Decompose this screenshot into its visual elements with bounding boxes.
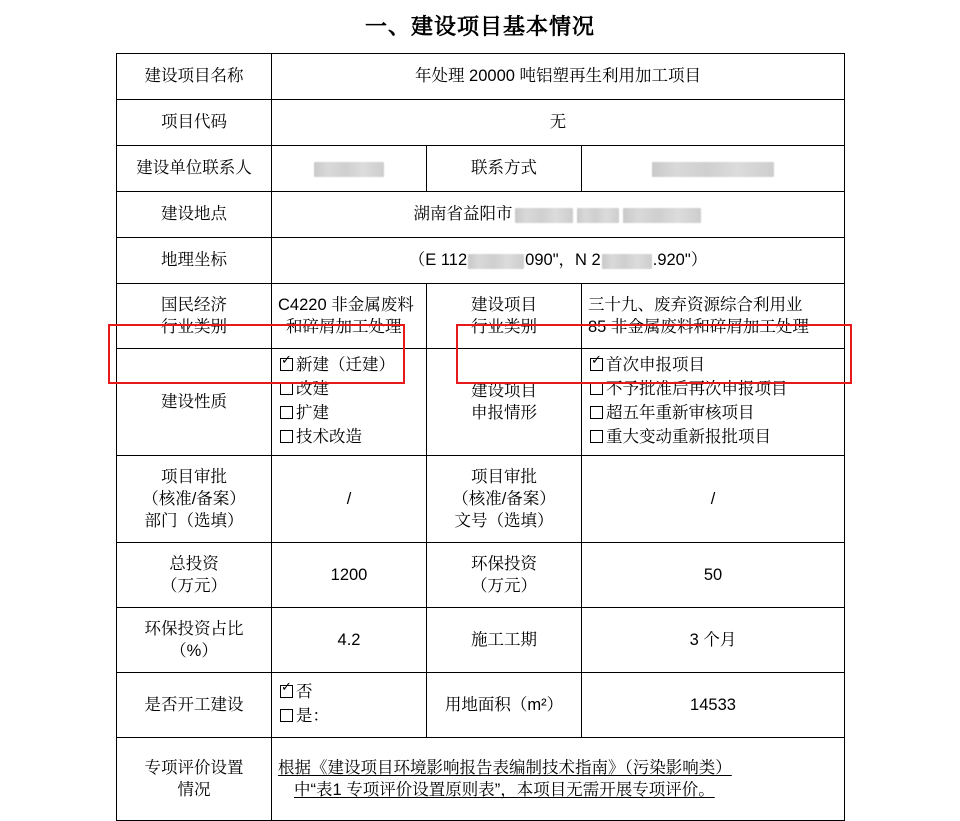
label-approval-dept-line2: （核准/备案） bbox=[142, 489, 246, 508]
basic-info-table-wrapper bbox=[116, 53, 844, 821]
declaration-option-fiveyear[interactable] bbox=[590, 402, 838, 426]
label-env-ratio-line1: 环保投资占比 bbox=[144, 619, 244, 638]
value-national-industry-line1: C4220 非金属废料 bbox=[278, 295, 414, 314]
table-row-industry bbox=[117, 284, 845, 349]
table-row-project-name bbox=[117, 54, 845, 100]
label-national-industry bbox=[117, 284, 272, 349]
label-project-code: 项目代码 bbox=[117, 100, 272, 146]
value-project-industry-line1: 三十九、废弃资源综合利用业 bbox=[588, 295, 803, 314]
label-env-investment-line1: 环保投资 bbox=[471, 554, 537, 573]
redacted-latitude bbox=[602, 254, 652, 269]
label-project-industry-line2: 行业类别 bbox=[471, 318, 537, 336]
label-env-investment-line2: （万元） bbox=[471, 577, 537, 595]
label-coordinates: 地理坐标 bbox=[117, 238, 272, 284]
label-construction-period: 施工工期 bbox=[427, 608, 582, 673]
label-national-industry-line2: 行业类别 bbox=[161, 318, 227, 336]
label-total-investment bbox=[117, 543, 272, 608]
page-title: 一、建设项目基本情况 bbox=[364, 14, 595, 39]
label-started: 是否开工建设 bbox=[117, 673, 272, 738]
checkbox-icon[interactable] bbox=[280, 430, 293, 443]
label-national-industry-line1: 国民经济 bbox=[161, 295, 227, 314]
value-approval-dept: / bbox=[272, 456, 427, 543]
declaration-option-fiveyear-label: 超五年重新审核项目 bbox=[606, 404, 755, 422]
value-approval-doc: / bbox=[582, 456, 845, 543]
label-approval-dept bbox=[117, 456, 272, 543]
label-project-industry bbox=[427, 284, 582, 349]
label-special-evaluation-line2: 情况 bbox=[177, 781, 211, 799]
location-prefix: 湖南省益阳市 bbox=[413, 205, 513, 224]
checkbox-icon[interactable] bbox=[280, 709, 293, 722]
label-approval-doc bbox=[427, 456, 582, 543]
value-special-evaluation bbox=[272, 738, 845, 821]
value-declaration-type bbox=[582, 349, 845, 456]
value-land-area: 14533 bbox=[582, 673, 845, 738]
redacted-contact-method bbox=[652, 162, 774, 177]
label-land-area: 用地面积（m²） bbox=[427, 673, 582, 738]
label-project-name: 建设项目名称 bbox=[117, 54, 272, 100]
label-approval-doc-line1: 项目审批 bbox=[471, 467, 537, 486]
nature-option-expand-label: 扩建 bbox=[296, 404, 329, 422]
nature-option-expand[interactable] bbox=[280, 402, 420, 426]
table-row-special-evaluation bbox=[117, 738, 845, 821]
declaration-option-first[interactable] bbox=[590, 354, 838, 378]
table-row-contact bbox=[117, 146, 845, 192]
value-project-industry bbox=[582, 284, 845, 349]
nature-option-new[interactable] bbox=[280, 354, 420, 378]
table-row-location bbox=[117, 192, 845, 238]
value-env-ratio: 4.2 bbox=[272, 608, 427, 673]
label-approval-doc-line3: 文号（选填） bbox=[454, 512, 554, 531]
checkbox-icon[interactable] bbox=[280, 382, 293, 395]
label-env-ratio bbox=[117, 608, 272, 673]
checkbox-checked-icon[interactable] bbox=[280, 685, 293, 698]
redacted-location-1 bbox=[515, 208, 573, 223]
basic-info-table bbox=[116, 53, 845, 821]
checkbox-icon[interactable] bbox=[590, 406, 603, 419]
table-row-investment bbox=[117, 543, 845, 608]
table-row-nature bbox=[117, 349, 845, 456]
started-option-yes-label: 是： bbox=[296, 707, 329, 725]
label-construction-nature: 建设性质 bbox=[117, 349, 272, 456]
label-approval-dept-line3: 部门（选填） bbox=[144, 512, 244, 531]
declaration-option-major-change[interactable] bbox=[590, 426, 838, 450]
declaration-option-list bbox=[588, 354, 838, 450]
label-location: 建设地点 bbox=[117, 192, 272, 238]
redacted-longitude bbox=[468, 254, 524, 269]
value-construction-period: 3 个月 bbox=[582, 608, 845, 673]
value-coordinates bbox=[272, 238, 845, 284]
nature-option-tech-label: 技术改造 bbox=[296, 427, 362, 446]
value-project-industry-line2: 85 非金属废料和碎屑加工处理 bbox=[588, 318, 809, 336]
value-env-investment: 50 bbox=[582, 543, 845, 608]
value-project-name: 年处理 20000 吨铝塑再生利用加工项目 bbox=[272, 54, 845, 100]
table-row-coordinates bbox=[117, 238, 845, 284]
redacted-location-2 bbox=[577, 208, 619, 223]
nature-option-rebuild-label: 改建 bbox=[296, 380, 329, 399]
value-started bbox=[272, 673, 427, 738]
label-total-investment-line2: （万元） bbox=[161, 577, 227, 595]
label-env-investment bbox=[427, 543, 582, 608]
value-national-industry bbox=[272, 284, 427, 349]
nature-option-list bbox=[278, 354, 420, 450]
nature-option-rebuild[interactable] bbox=[280, 378, 420, 402]
redacted-location-3 bbox=[623, 208, 701, 223]
started-option-list bbox=[278, 681, 420, 729]
coordinates-mid: 090"，N 2 bbox=[525, 251, 601, 270]
value-contact-person bbox=[272, 146, 427, 192]
value-special-evaluation-line2: 中“表1 专项评价设置原则表”，本项目无需开展专项评价。 bbox=[294, 781, 715, 799]
checkbox-icon[interactable] bbox=[280, 406, 293, 419]
started-option-no-label: 否 bbox=[296, 683, 313, 702]
nature-option-new-label: 新建（迁建） bbox=[296, 356, 395, 375]
table-row-env-ratio bbox=[117, 608, 845, 673]
label-approval-doc-line2: （核准/备案） bbox=[452, 489, 556, 508]
declaration-option-first-label: 首次申报项目 bbox=[606, 356, 705, 375]
coordinates-open: （E 112 bbox=[408, 251, 468, 270]
value-national-industry-line2: 和碎屑加工处理 bbox=[286, 318, 402, 336]
checkbox-icon[interactable] bbox=[590, 430, 603, 443]
nature-option-tech[interactable] bbox=[280, 426, 420, 450]
started-option-yes[interactable] bbox=[280, 705, 420, 729]
label-contact-method: 联系方式 bbox=[427, 146, 582, 192]
redacted-contact-person bbox=[314, 162, 384, 177]
value-construction-nature bbox=[272, 349, 427, 456]
value-project-code: 无 bbox=[272, 100, 845, 146]
label-declaration-type-line1: 建设项目 bbox=[471, 381, 537, 400]
declaration-option-major-change-label: 重大变动重新报批项目 bbox=[606, 427, 771, 446]
checkbox-checked-icon[interactable] bbox=[590, 358, 603, 371]
declaration-option-resubmit-label: 不予批准后再次申报项目 bbox=[606, 380, 788, 399]
value-location bbox=[272, 192, 845, 238]
value-total-investment: 1200 bbox=[272, 543, 427, 608]
coordinates-end: .920"） bbox=[652, 251, 708, 270]
table-row-started bbox=[117, 673, 845, 738]
value-contact-method bbox=[582, 146, 845, 192]
label-declaration-type-line2: 申报情形 bbox=[471, 404, 537, 422]
value-special-evaluation-line1: 根据《建设项目环境影响报告表编制技术指南》（污染影响类） bbox=[278, 758, 732, 777]
label-special-evaluation bbox=[117, 738, 272, 821]
label-env-ratio-line2: （%） bbox=[170, 642, 218, 660]
label-declaration-type bbox=[427, 349, 582, 456]
label-special-evaluation-line1: 专项评价设置 bbox=[144, 758, 244, 777]
declaration-option-resubmit[interactable] bbox=[590, 378, 838, 402]
checkbox-icon[interactable] bbox=[590, 382, 603, 395]
started-option-no[interactable] bbox=[280, 681, 420, 705]
label-approval-dept-line1: 项目审批 bbox=[161, 467, 227, 486]
table-row-project-code bbox=[117, 100, 845, 146]
table-row-approval bbox=[117, 456, 845, 543]
label-contact-person: 建设单位联系人 bbox=[117, 146, 272, 192]
label-total-investment-line1: 总投资 bbox=[169, 554, 219, 573]
label-project-industry-line1: 建设项目 bbox=[471, 295, 537, 314]
checkbox-checked-icon[interactable] bbox=[280, 358, 293, 371]
